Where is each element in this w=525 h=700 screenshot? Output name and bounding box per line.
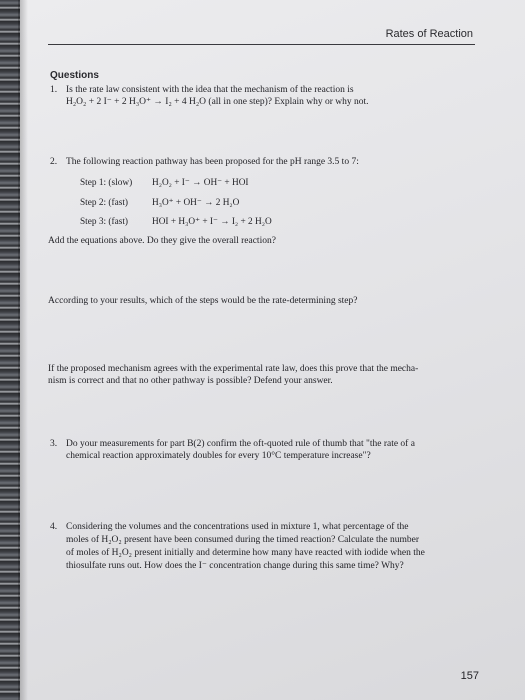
step-3-label: Step 3: (fast): [80, 217, 129, 227]
reaction-step-2: [80, 197, 239, 208]
question-3-line-1: Do your measurements for part B(2) confirm the oft-quoted rule of thumb that "the rate of a: [66, 439, 415, 449]
step-3-equation: HOI + H₃O⁺ + I⁻ → I₂ + 2 H₂O: [152, 217, 272, 227]
question-4-line-4: thiosulfate runs out. How does the I⁻ concentration change during this same time? Why?: [66, 561, 404, 571]
reaction-step-1: [80, 177, 249, 188]
mechanism-prompt-line-1: If the proposed mechanism agrees with the experimental rate law, does this prove that the mecha-: [48, 364, 419, 374]
question-3-number: 3.: [50, 439, 58, 449]
question-4-line-2: moles of H₂O₂ present have been consumed during the timed reaction? Calculate the number: [66, 535, 419, 545]
question-4-line-1: Considering the volumes and the concentrations used in mixture 1, what percentage of the: [66, 522, 409, 532]
header-rule: [48, 44, 475, 45]
questions-heading: Questions: [50, 70, 99, 81]
question-2-intro: The following reaction pathway has been proposed for the pH range 3.5 to 7:: [66, 157, 359, 167]
mechanism-prompt-line-2: nism is correct and that no other pathway is possible? Defend your answer.: [48, 376, 333, 386]
step-1-label: Step 1: (slow): [80, 178, 133, 188]
reaction-step-3: [80, 216, 272, 227]
question-4-number: 4.: [50, 522, 58, 532]
question-3-line-2: chemical reaction approximately doubles for every 10°C temperature increase"?: [66, 451, 371, 461]
binding-shadow: [18, 0, 28, 700]
question-1-number: 1.: [50, 85, 58, 95]
running-header: Rates of Reaction: [385, 28, 473, 40]
question-1-line-2: H₂O₂ + 2 I⁻ + 2 H₃O⁺ → I₂ + 4 H₂O (all in one step)? Explain why or why not.: [66, 97, 369, 107]
page-number: 157: [460, 670, 479, 682]
question-2-number: 2.: [50, 157, 58, 167]
add-equations-prompt: Add the equations above. Do they give the overall reaction?: [48, 236, 276, 246]
rate-determining-step-prompt: According to your results, which of the steps would be the rate-determining step?: [48, 296, 358, 306]
question-1-line-1: Is the rate law consistent with the idea that the mechanism of the reaction is: [66, 85, 354, 95]
question-4-line-3: of moles of H₂O₂ present initially and determine how many have reacted with iodide when the: [66, 548, 425, 558]
step-2-equation: H₃O⁺ + OH⁻ → 2 H₂O: [152, 198, 240, 208]
step-1-equation: H₂O₂ + I⁻ → OH⁻ + HOI: [152, 178, 249, 188]
step-2-label: Step 2: (fast): [80, 198, 129, 208]
spiral-binding: [0, 0, 20, 700]
